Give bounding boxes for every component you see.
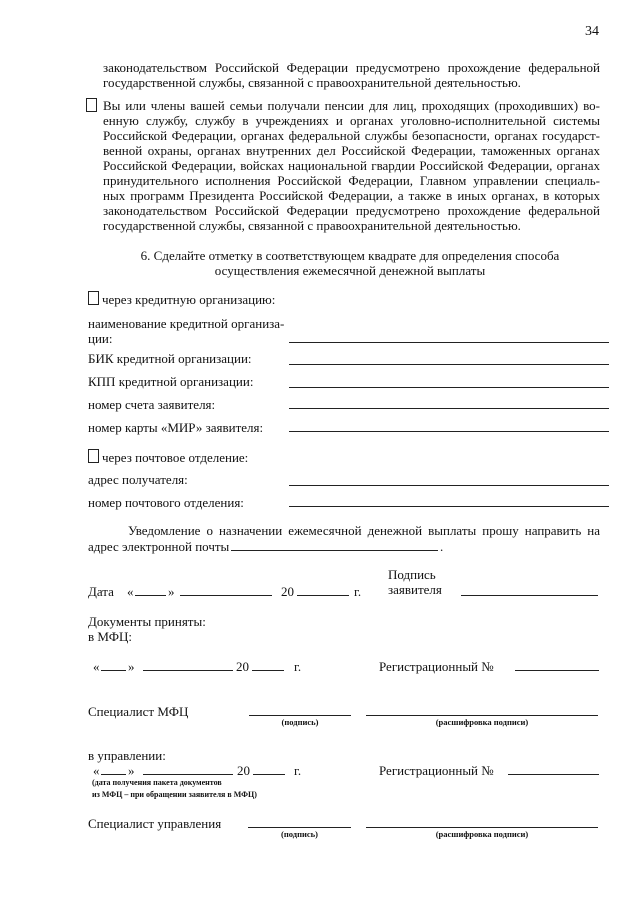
account-field[interactable] bbox=[289, 408, 609, 409]
heading-line: 6. Сделайте отметку в соответствующем квадрате для определения способа bbox=[140, 248, 560, 263]
bank-name-label-line1: наименование кредитной организа- bbox=[88, 316, 285, 331]
bank-name-field[interactable] bbox=[289, 342, 609, 343]
dept-reg-number-label: Регистрационный № bbox=[379, 763, 494, 778]
mfc-date-quote-close: » bbox=[128, 659, 135, 674]
text-line: Вы или члены вашей семьи получали пенсии для лиц, проходящих (проходивших) во- bbox=[103, 98, 600, 113]
post-option-label: через почтовое отделение: bbox=[102, 450, 249, 465]
dept-date-year-field[interactable] bbox=[253, 774, 285, 775]
dept-date-caption-line2: из МФЦ – при обращении заявителя в МФЦ) bbox=[92, 790, 257, 799]
mfc-reg-number-field[interactable] bbox=[515, 670, 599, 671]
date-month-field[interactable] bbox=[180, 595, 272, 596]
dept-year-suffix: г. bbox=[294, 763, 302, 778]
text-line: законодательством Российской Федерации предусмотрено прохождение федеральной bbox=[103, 203, 600, 218]
date-year-field[interactable] bbox=[297, 595, 349, 596]
email-label: адрес электронной почты bbox=[88, 539, 230, 554]
address-label: адрес получателя: bbox=[88, 472, 188, 487]
dept-reg-number-field[interactable] bbox=[508, 774, 599, 775]
mfc-date-month-field[interactable] bbox=[143, 670, 233, 671]
date-label: Дата bbox=[88, 584, 114, 599]
dept-date-day-field[interactable] bbox=[101, 774, 126, 775]
year-prefix: 20 bbox=[281, 584, 294, 599]
post-office-label: номер почтового отделения: bbox=[88, 495, 244, 510]
mfc-year-prefix: 20 bbox=[236, 659, 249, 674]
year-suffix: г. bbox=[354, 584, 362, 599]
date-day-field[interactable] bbox=[135, 595, 166, 596]
docs-accepted-label: Документы приняты: bbox=[88, 614, 206, 629]
mfc-date-quote-open: « bbox=[93, 659, 100, 674]
email-field[interactable] bbox=[231, 550, 438, 551]
date-quote-close: » bbox=[168, 584, 175, 599]
text-line: Российской Федерации, войсках национальной гвардии Российской Федерации, органах bbox=[103, 158, 600, 173]
mfc-specialist-decoding-field[interactable] bbox=[366, 715, 598, 716]
mfc-specialist-signature-field[interactable] bbox=[249, 715, 351, 716]
signature-label-line1: Подпись bbox=[388, 567, 436, 582]
text-line: Российской Федерации, органах федеральной службы безопасности, органах государст- bbox=[103, 128, 600, 143]
mfc-date-year-field[interactable] bbox=[252, 670, 284, 671]
applicant-signature-field[interactable] bbox=[461, 595, 598, 596]
mfc-year-suffix: г. bbox=[294, 659, 302, 674]
section-6-heading bbox=[90, 248, 610, 278]
bank-option-checkbox[interactable] bbox=[88, 291, 99, 305]
mfc-signature-caption: (подпись) bbox=[281, 717, 319, 727]
text-line: принудительного исполнения Российской Федерации, Главном управлении специаль- bbox=[103, 173, 600, 188]
bik-field[interactable] bbox=[289, 364, 609, 365]
heading-line: осуществления ежемесячной денежной выплаты bbox=[214, 263, 486, 278]
dept-decoding-caption: (расшифровка подписи) bbox=[435, 829, 529, 839]
kpp-field[interactable] bbox=[289, 387, 609, 388]
department-label: в управлении: bbox=[88, 748, 166, 763]
text-line: ных программ Президента Российской Федерации, а также в иных органах, в которых bbox=[103, 188, 600, 203]
post-option-checkbox[interactable] bbox=[88, 449, 99, 463]
address-field[interactable] bbox=[289, 485, 609, 486]
account-label: номер счета заявителя: bbox=[88, 397, 216, 412]
top-paragraph bbox=[103, 60, 600, 90]
kpp-label: КПП кредитной организации: bbox=[88, 374, 254, 389]
text-line: венной охраны, органах внутренних дел Российской Федерации, таможенных органах bbox=[103, 143, 600, 158]
signature-label-line2: заявителя bbox=[388, 582, 442, 597]
pension-option-checkbox[interactable] bbox=[86, 98, 97, 112]
mfc-specialist-label: Специалист МФЦ bbox=[88, 704, 189, 719]
text-line: законодательством Российской Федерации предусмотрено прохождение федеральной bbox=[103, 60, 600, 75]
dept-date-quote-open: « bbox=[93, 763, 100, 778]
text-line: государственной службы, связанной с правоохранительной деятельностью. bbox=[103, 75, 521, 90]
mfc-date-day-field[interactable] bbox=[101, 670, 126, 671]
mfc-decoding-caption: (расшифровка подписи) bbox=[435, 717, 529, 727]
card-field[interactable] bbox=[289, 431, 609, 432]
dept-date-caption-line1: (дата получения пакета документов bbox=[92, 778, 222, 787]
dept-signature-caption: (подпись) bbox=[281, 829, 318, 839]
mfc-reg-number-label: Регистрационный № bbox=[379, 659, 494, 674]
dept-specialist-decoding-field[interactable] bbox=[366, 827, 598, 828]
text-line: государственной службы, связанной с правоохранительной деятельностью. bbox=[103, 218, 521, 233]
dept-year-prefix: 20 bbox=[237, 763, 250, 778]
post-office-field[interactable] bbox=[289, 506, 609, 507]
dept-specialist-signature-field[interactable] bbox=[248, 827, 351, 828]
notification-line1: Уведомление о назначении ежемесячной денежной выплаты прошу направить на bbox=[128, 523, 600, 538]
pension-option-text bbox=[103, 98, 600, 233]
dept-date-month-field[interactable] bbox=[143, 774, 233, 775]
dept-date-quote-close: » bbox=[128, 763, 135, 778]
text-line: енную службу, службу в учреждениях и органах уголовно-исполнительной системы bbox=[103, 113, 600, 128]
dept-specialist-label: Специалист управления bbox=[88, 816, 222, 831]
page-number: 34 bbox=[585, 24, 599, 39]
email-period: . bbox=[440, 539, 444, 554]
mfc-label: в МФЦ: bbox=[88, 629, 133, 644]
bank-option-label: через кредитную организацию: bbox=[102, 292, 276, 307]
card-label: номер карты «МИР» заявителя: bbox=[88, 420, 264, 435]
bank-name-label-line2: ции: bbox=[88, 331, 113, 346]
bik-label: БИК кредитной организации: bbox=[88, 351, 252, 366]
date-quote-open: « bbox=[127, 584, 134, 599]
